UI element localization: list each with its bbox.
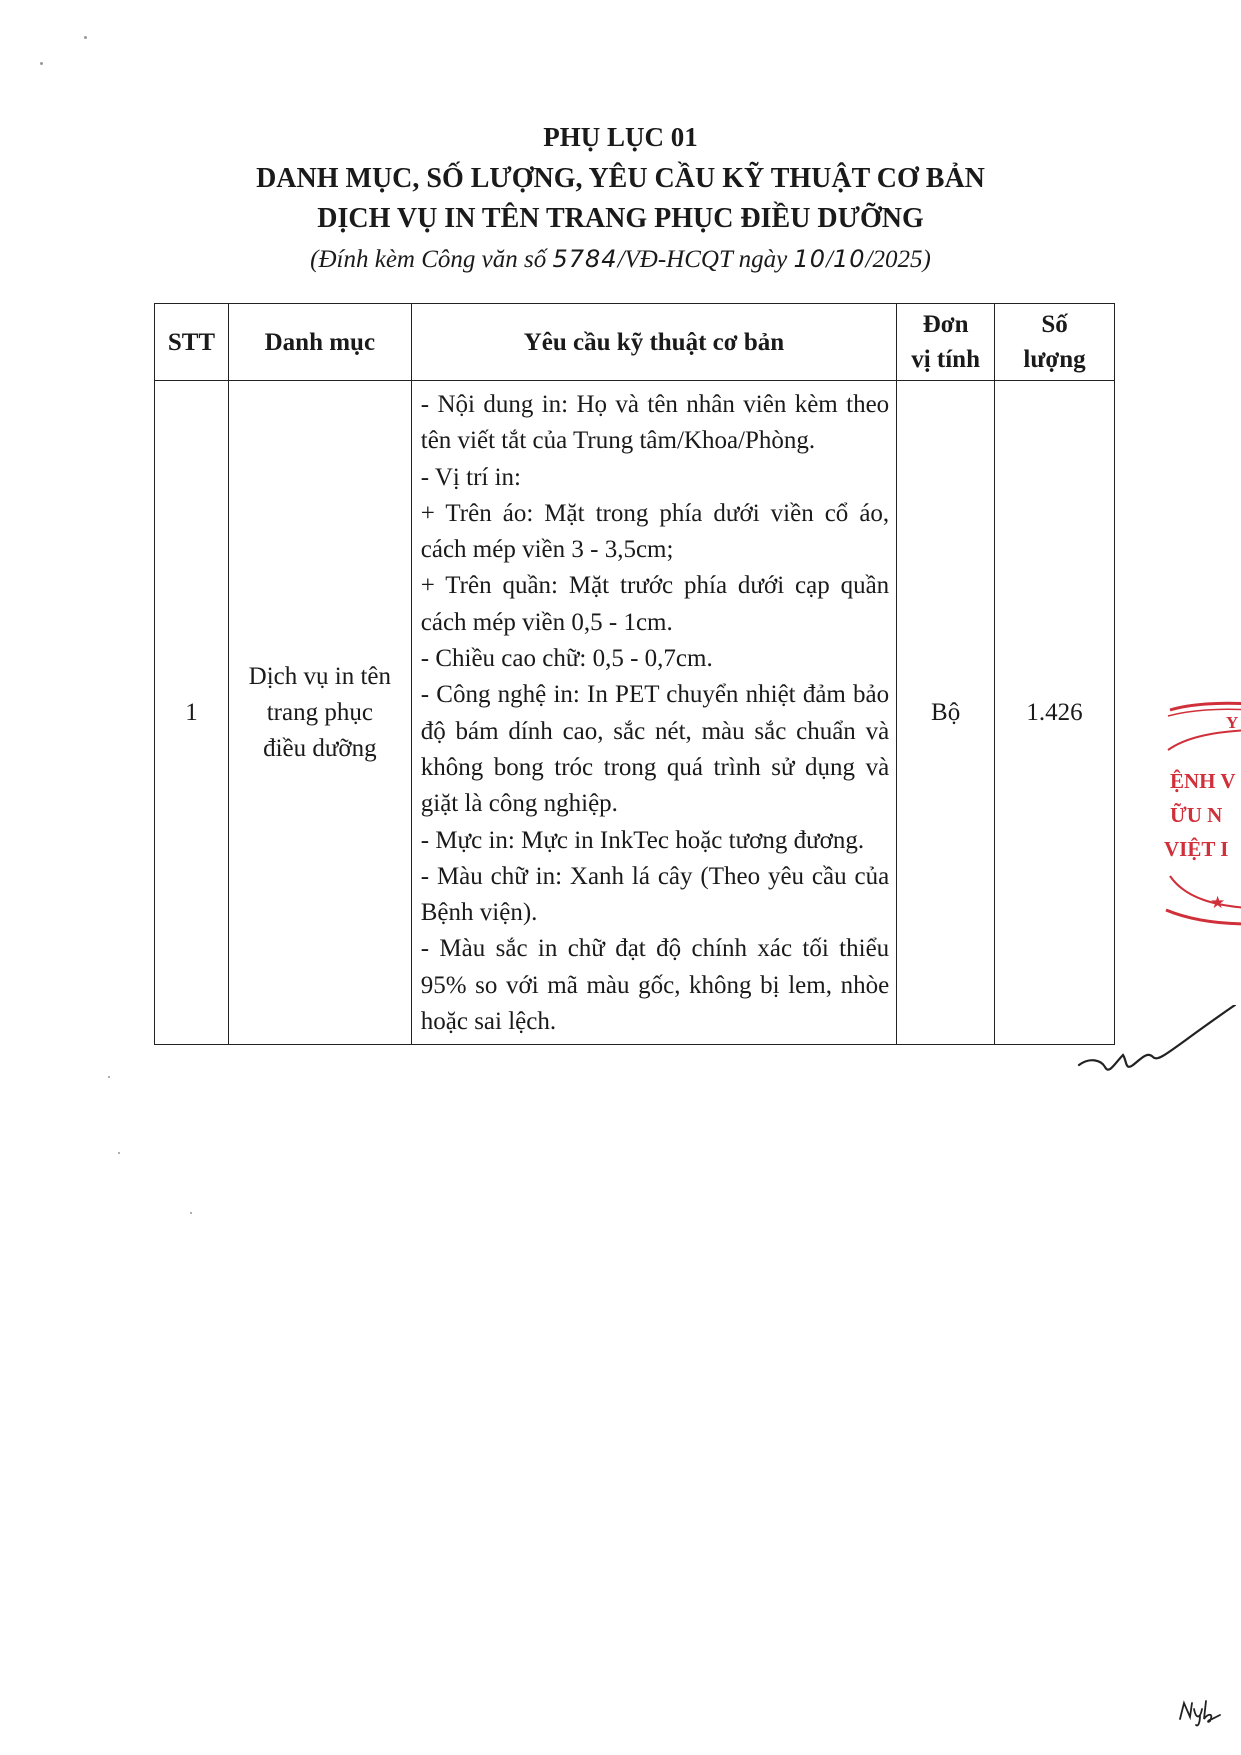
requirements-table (154, 303, 1115, 1045)
table-header-row (155, 304, 1115, 381)
document-title-line-1: DANH MỤC, SỐ LƯỢNG, YÊU CẦU KỸ THUẬT CƠ BẢN (256, 163, 985, 194)
scan-speck (108, 1076, 110, 1078)
row-requirements (411, 381, 896, 1045)
header-quantity-line-1: Số (1041, 311, 1068, 338)
requirement-item: - Màu sắc in chữ đạt độ chính xác tối thiểu 95% so với mã màu gốc, không bị lem, nhòe hoặc sai lệch. (420, 935, 890, 1036)
header-stt: STT (155, 304, 229, 381)
header-quantity-line-2: lượng (1023, 346, 1086, 373)
requirement-item: - Nội dung in: Họ và tên nhân viên kèm theo tên viết tắt của Trung tâm/Khoa/Phòng. (420, 391, 890, 455)
scan-speck (40, 62, 43, 65)
scan-speck (190, 1212, 192, 1214)
reference-separator: / (826, 246, 833, 273)
seal-star-icon: ★ (1210, 893, 1226, 913)
appendix-title: PHỤ LỤC 01 (543, 122, 698, 152)
header-unit (897, 304, 995, 381)
reference-prefix: (Đính kèm Công văn số (310, 246, 553, 273)
seal-text-line-1: Y (1226, 713, 1239, 732)
reference-month: 10 (833, 245, 866, 273)
seal-text-line-3: ỮU N (1170, 803, 1223, 827)
header-requirements: Yêu cầu kỹ thuật cơ bản (411, 304, 896, 381)
requirement-item: - Công nghệ in: In PET chuyển nhiệt đảm bảo độ bám dính cao, sắc nét, màu sắc chuẩn và không bong tróc trong quá trình sử dụng và giặt là công nghiệp. (420, 681, 890, 818)
document-title-line-2: DỊCH VỤ IN TÊN TRANG PHỤC ĐIỀU DƯỠNG (317, 203, 924, 234)
header-unit-line-1: Đơn (922, 311, 969, 338)
requirement-item: + Trên áo: Mặt trong phía dưới viền cổ áo, cách mép viền 3 - 3,5cm; (420, 499, 890, 564)
reference-day: 10 (793, 245, 827, 273)
requirement-item: - Vị trí in: (420, 463, 521, 491)
requirement-item: - Màu chữ in: Xanh lá cây (Theo yêu cầu của Bệnh viện). (420, 862, 890, 927)
scan-speck (118, 1152, 120, 1154)
requirement-item: + Trên quần: Mặt trước phía dưới cạp quần cách mép viền 0,5 - 1cm. (420, 572, 890, 636)
initials-mark (1178, 1697, 1222, 1732)
row-category-line-2: trang phục (266, 698, 373, 726)
initials-icon (1178, 1697, 1222, 1727)
signature-mark (1075, 1005, 1240, 1090)
row-category-line-1: Dịch vụ in tên (248, 662, 392, 690)
header-category: Danh mục (228, 304, 411, 381)
reference-year: /2025) (865, 246, 931, 273)
scan-speck (84, 36, 87, 39)
header-unit-line-2: vị tính (911, 346, 980, 373)
row-category-line-3: điều dưỡng (263, 734, 377, 762)
requirement-item: - Chiều cao chữ: 0,5 - 0,7cm. (420, 645, 713, 673)
signature-icon (1075, 1005, 1240, 1085)
seal-text-line-4: VIỆT I (1164, 837, 1229, 861)
seal-text-line-2: ỆNH V (1170, 769, 1236, 793)
row-stt: 1 (155, 381, 229, 1045)
reference-middle: /VĐ-HCQT ngày (617, 246, 794, 273)
header-quantity (995, 304, 1115, 381)
row-quantity: 1.426 (995, 381, 1115, 1045)
row-category (228, 381, 411, 1045)
reference-number: 5784 (552, 245, 618, 273)
red-seal-stamp (1160, 698, 1241, 938)
seal-ring-icon (1160, 698, 1241, 938)
reference-line (0, 245, 1241, 274)
table-row (155, 381, 1115, 1045)
row-unit: Bộ (897, 381, 995, 1045)
requirement-item: - Mực in: Mực in InkTec hoặc tương đương. (420, 826, 865, 854)
